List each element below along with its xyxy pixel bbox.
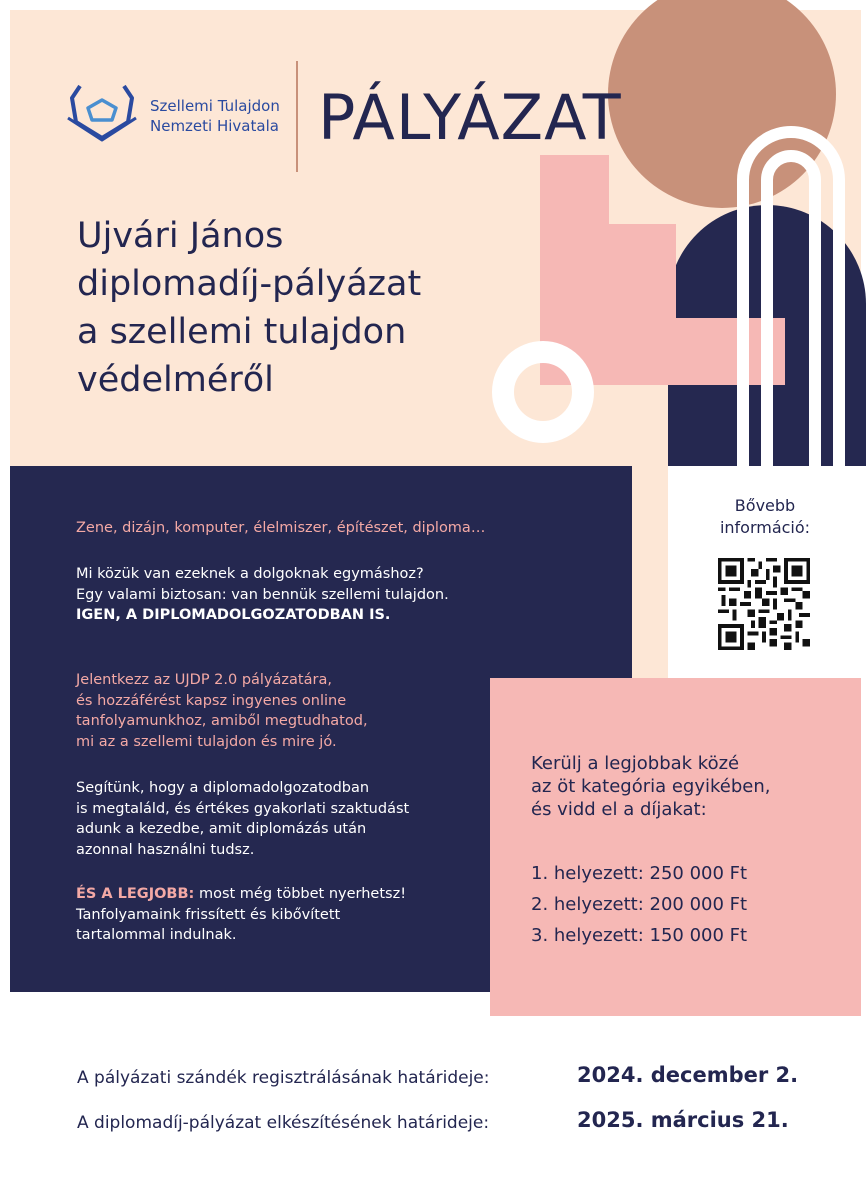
prize-intro-line-2: az öt kategória egyikében, xyxy=(531,776,771,797)
prize-intro xyxy=(531,752,841,821)
p3-line-4: azonnal használni tudsz. xyxy=(76,841,255,858)
registration-deadline-label: A pályázati szándék regisztrálásának határideje: xyxy=(77,1068,490,1088)
prize-intro-line-1: Kerülj a legjobbak közé xyxy=(531,753,740,774)
p1-bold: IGEN, A DIPLOMADOLGOZATODBAN IS. xyxy=(76,607,391,623)
logo-line-1: Szellemi Tulajdon xyxy=(150,97,280,115)
prize-third: 3. helyezett: 150 000 Ft xyxy=(531,925,748,946)
headline-line-1: Ujvári János xyxy=(77,216,284,256)
submission-deadline-date: 2025. március 21. xyxy=(577,1108,789,1132)
more-info-label xyxy=(700,495,830,539)
p3-line-1: Segítünk, hogy a diplomadolgozatodban xyxy=(76,780,370,796)
logo-text xyxy=(150,96,280,136)
p1-line-2: Egy valami biztosan: van bennük szellemi tulajdon. xyxy=(76,586,449,603)
p1-line-1: Mi közük van ezeknek a dolgoknak egymáshoz? xyxy=(76,566,424,582)
p2-line-4: mi az a szellemi tulajdon és mire jó. xyxy=(76,733,337,750)
registration-deadline-date: 2024. december 2. xyxy=(577,1063,799,1087)
registration-deadline xyxy=(77,1065,490,1091)
prize-first: 1. helyezett: 250 000 Ft xyxy=(531,863,748,884)
header-divider xyxy=(296,61,298,172)
p4-rest: most még többet nyerhetsz! xyxy=(194,886,407,902)
p3-line-2: is megtaláld, és értékes gyakorlati szaktudást xyxy=(76,800,410,817)
headline-line-4: védelméről xyxy=(77,360,274,400)
more-info-line-2: információ: xyxy=(719,518,811,537)
prize-intro-line-3: és vidd el a díjakat: xyxy=(531,799,707,820)
page-title: PÁLYÁZAT xyxy=(318,81,622,154)
p2-line-3: tanfolyamunkhoz, amiből megtudhatod, xyxy=(76,713,368,729)
p2-line-1: Jelentkezz az UJDP 2.0 pályázatára, xyxy=(76,672,332,688)
p4-line-3: tartalommal indulnak. xyxy=(76,927,237,943)
prize-second: 2. helyezett: 200 000 Ft xyxy=(531,894,748,915)
more-info-line-1: Bővebb xyxy=(734,496,796,515)
submission-deadline-label: A diplomadíj-pályázat elkészítésének határideje: xyxy=(77,1113,490,1133)
headline-line-2: diplomadíj-pályázat xyxy=(77,264,422,304)
prize-panel xyxy=(490,678,861,1016)
prize-list xyxy=(531,858,747,951)
logo-line-2: Nemzeti Hivatala xyxy=(150,117,279,135)
headline xyxy=(77,212,557,404)
topics-line: Zene, dizájn, komputer, élelmiszer, építészet, diploma… xyxy=(76,520,486,536)
p4-line-2: Tanfolyamaink frissített és kibővített xyxy=(76,906,341,923)
qr-code[interactable] xyxy=(718,558,810,650)
headline-line-3: a szellemi tulajdon xyxy=(77,312,407,352)
p3-line-3: adunk a kezedbe, amit diplomázás után xyxy=(76,821,367,837)
p4-bold: ÉS A LEGJOBB: xyxy=(76,886,195,902)
paragraph-1 xyxy=(76,564,576,626)
submission-deadline xyxy=(77,1110,489,1136)
tan-circle xyxy=(608,0,836,208)
hipo-logo-icon xyxy=(66,82,138,142)
p2-line-2: és hozzáférést kapsz ingyenes online xyxy=(76,692,347,709)
